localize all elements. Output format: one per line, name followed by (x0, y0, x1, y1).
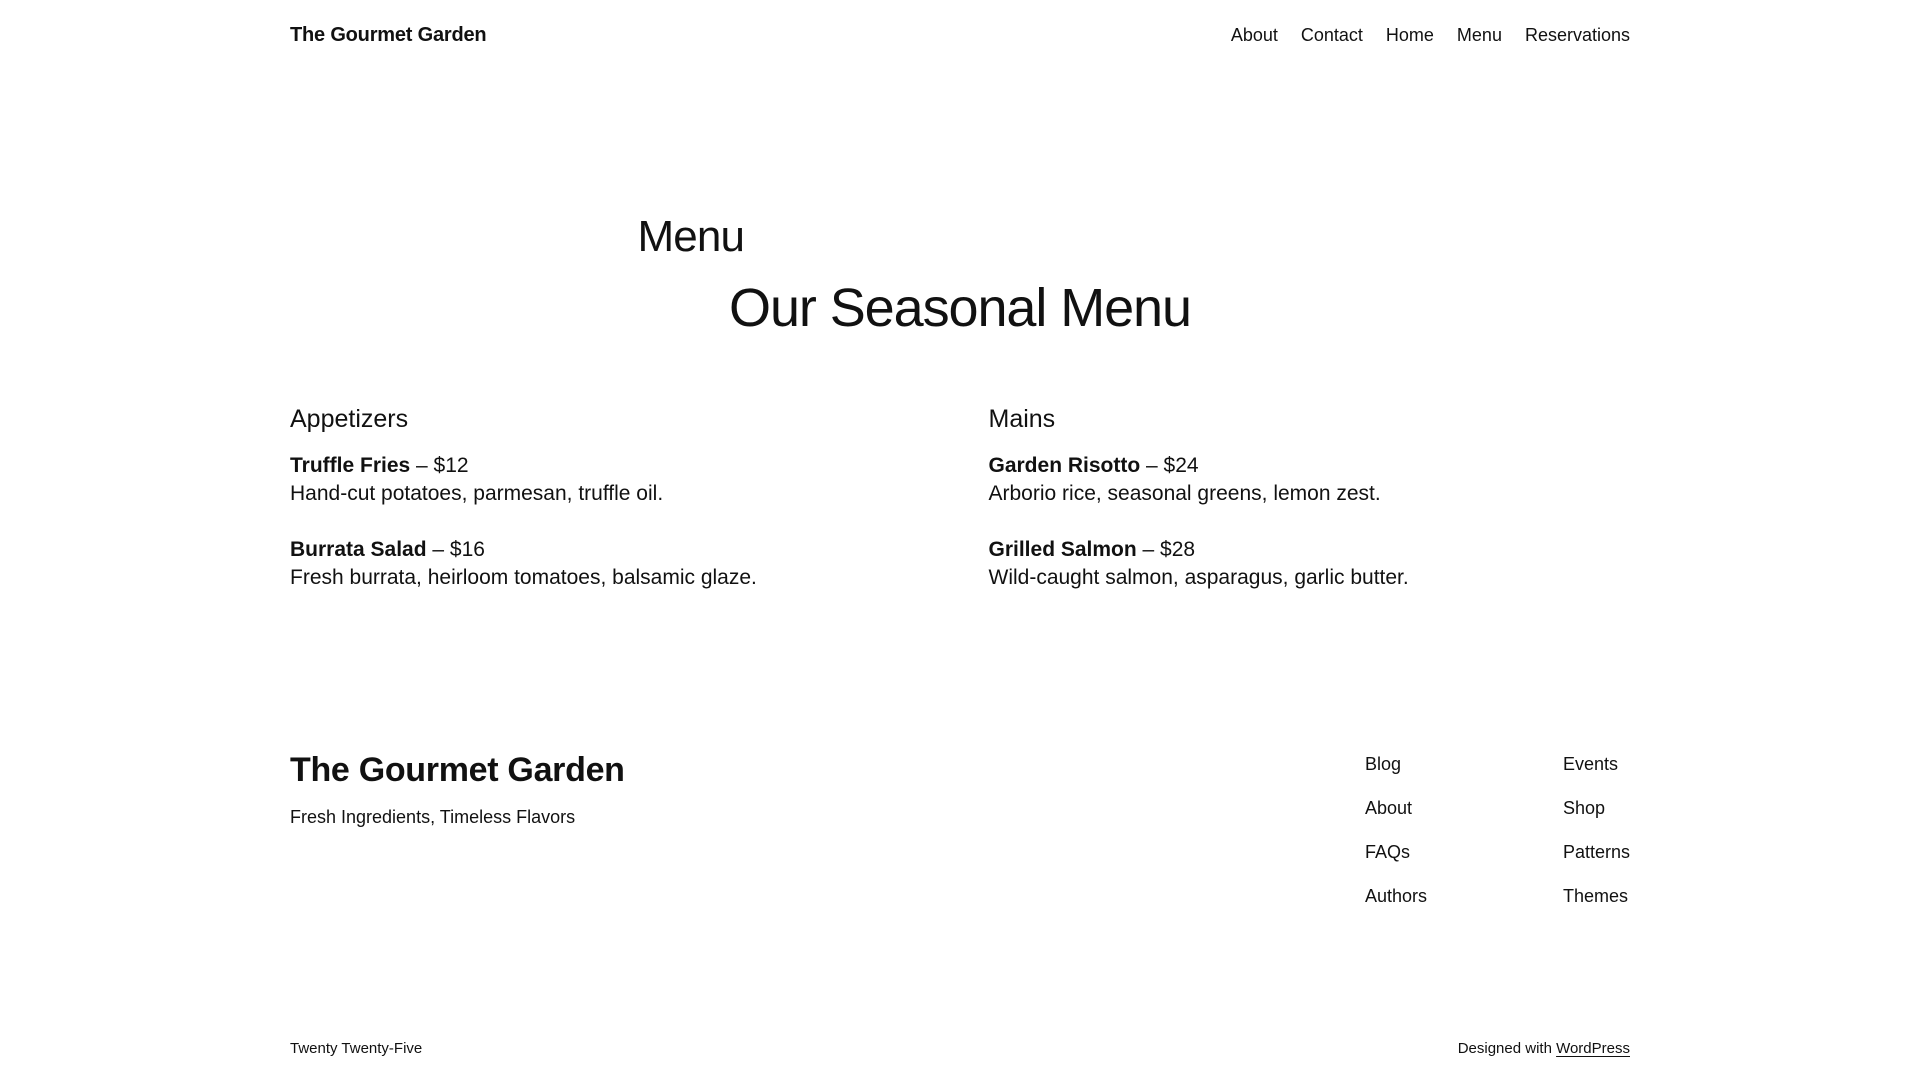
menu-item-title-line (290, 536, 932, 564)
section-heading: Appetizers (290, 404, 409, 433)
menu-item-title-line (989, 452, 1631, 480)
menu-item-price: – $28 (1142, 537, 1196, 561)
menu-item-grilled-salmon (989, 536, 1631, 593)
nav-link-menu[interactable]: Menu (1456, 25, 1502, 45)
footer-brand (290, 750, 625, 828)
menu-item-name: Burrata Salad (290, 537, 427, 561)
menu-item-description: Arborio rice, seasonal greens, lemon zest. (988, 482, 1381, 506)
section-heading: Mains (988, 404, 1056, 433)
footer-links-nav (1365, 750, 1630, 905)
menu-item-name: Truffle Fries (290, 454, 411, 478)
menu-item-name: Garden Risotto (988, 454, 1141, 478)
footer-link-faqs[interactable]: FAQs (1364, 842, 1410, 863)
main-content (0, 211, 1920, 592)
footer-site-title: The Gourmet Garden (290, 751, 625, 790)
footer-bottom-bar (290, 1039, 1630, 1059)
menu-item-price: – $24 (1146, 454, 1199, 478)
menu-item-garden-risotto (989, 452, 1631, 509)
wordpress-link[interactable]: WordPress (1556, 1040, 1630, 1058)
menu-item-price: – $12 (416, 454, 469, 478)
footer-tagline: Fresh Ingredients, Timeless Flavors (290, 807, 576, 828)
footer-link-themes[interactable]: Themes (1562, 886, 1628, 907)
menu-item-truffle-fries (290, 452, 932, 509)
footer-link-about[interactable]: About (1364, 798, 1412, 819)
footer-link-events[interactable]: Events (1562, 754, 1618, 775)
seasonal-menu-heading: Our Seasonal Menu (729, 277, 1191, 338)
nav-link-contact[interactable]: Contact (1300, 25, 1363, 45)
nav-link-home[interactable]: Home (1385, 25, 1434, 45)
site-title-link[interactable]: The Gourmet Garden (290, 24, 487, 46)
site-footer (0, 750, 1920, 1059)
menu-item-description: Wild-caught salmon, asparagus, garlic butter. (988, 566, 1409, 590)
footer-link-authors[interactable]: Authors (1364, 886, 1427, 907)
menu-item-burrata-salad (290, 536, 932, 593)
site-header (0, 0, 1920, 47)
footer-link-blog[interactable]: Blog (1364, 754, 1401, 775)
nav-link-reservations[interactable]: Reservations (1524, 25, 1630, 45)
menu-item-description: Fresh burrata, heirloom tomatoes, balsamic glaze. (290, 566, 757, 590)
menu-item-description: Hand-cut potatoes, parmesan, truffle oil. (290, 482, 664, 506)
credit-prefix-text: Designed with (1457, 1040, 1552, 1058)
main-nav (1231, 25, 1630, 46)
nav-link-about[interactable]: About (1230, 25, 1278, 45)
menu-item-title-line (989, 536, 1631, 564)
menu-columns (290, 403, 1630, 593)
menu-item-price: – $16 (432, 537, 485, 561)
designed-with-credit (1458, 1039, 1630, 1059)
footer-link-shop[interactable]: Shop (1562, 798, 1605, 819)
theme-name-text: Twenty Twenty-Five (290, 1040, 423, 1058)
page-title: Menu (637, 212, 745, 261)
menu-item-title-line (290, 452, 932, 480)
menu-item-name: Grilled Salmon (988, 537, 1137, 561)
menu-section-mains (989, 403, 1631, 593)
menu-section-appetizers (290, 403, 932, 593)
footer-link-patterns[interactable]: Patterns (1562, 842, 1630, 863)
